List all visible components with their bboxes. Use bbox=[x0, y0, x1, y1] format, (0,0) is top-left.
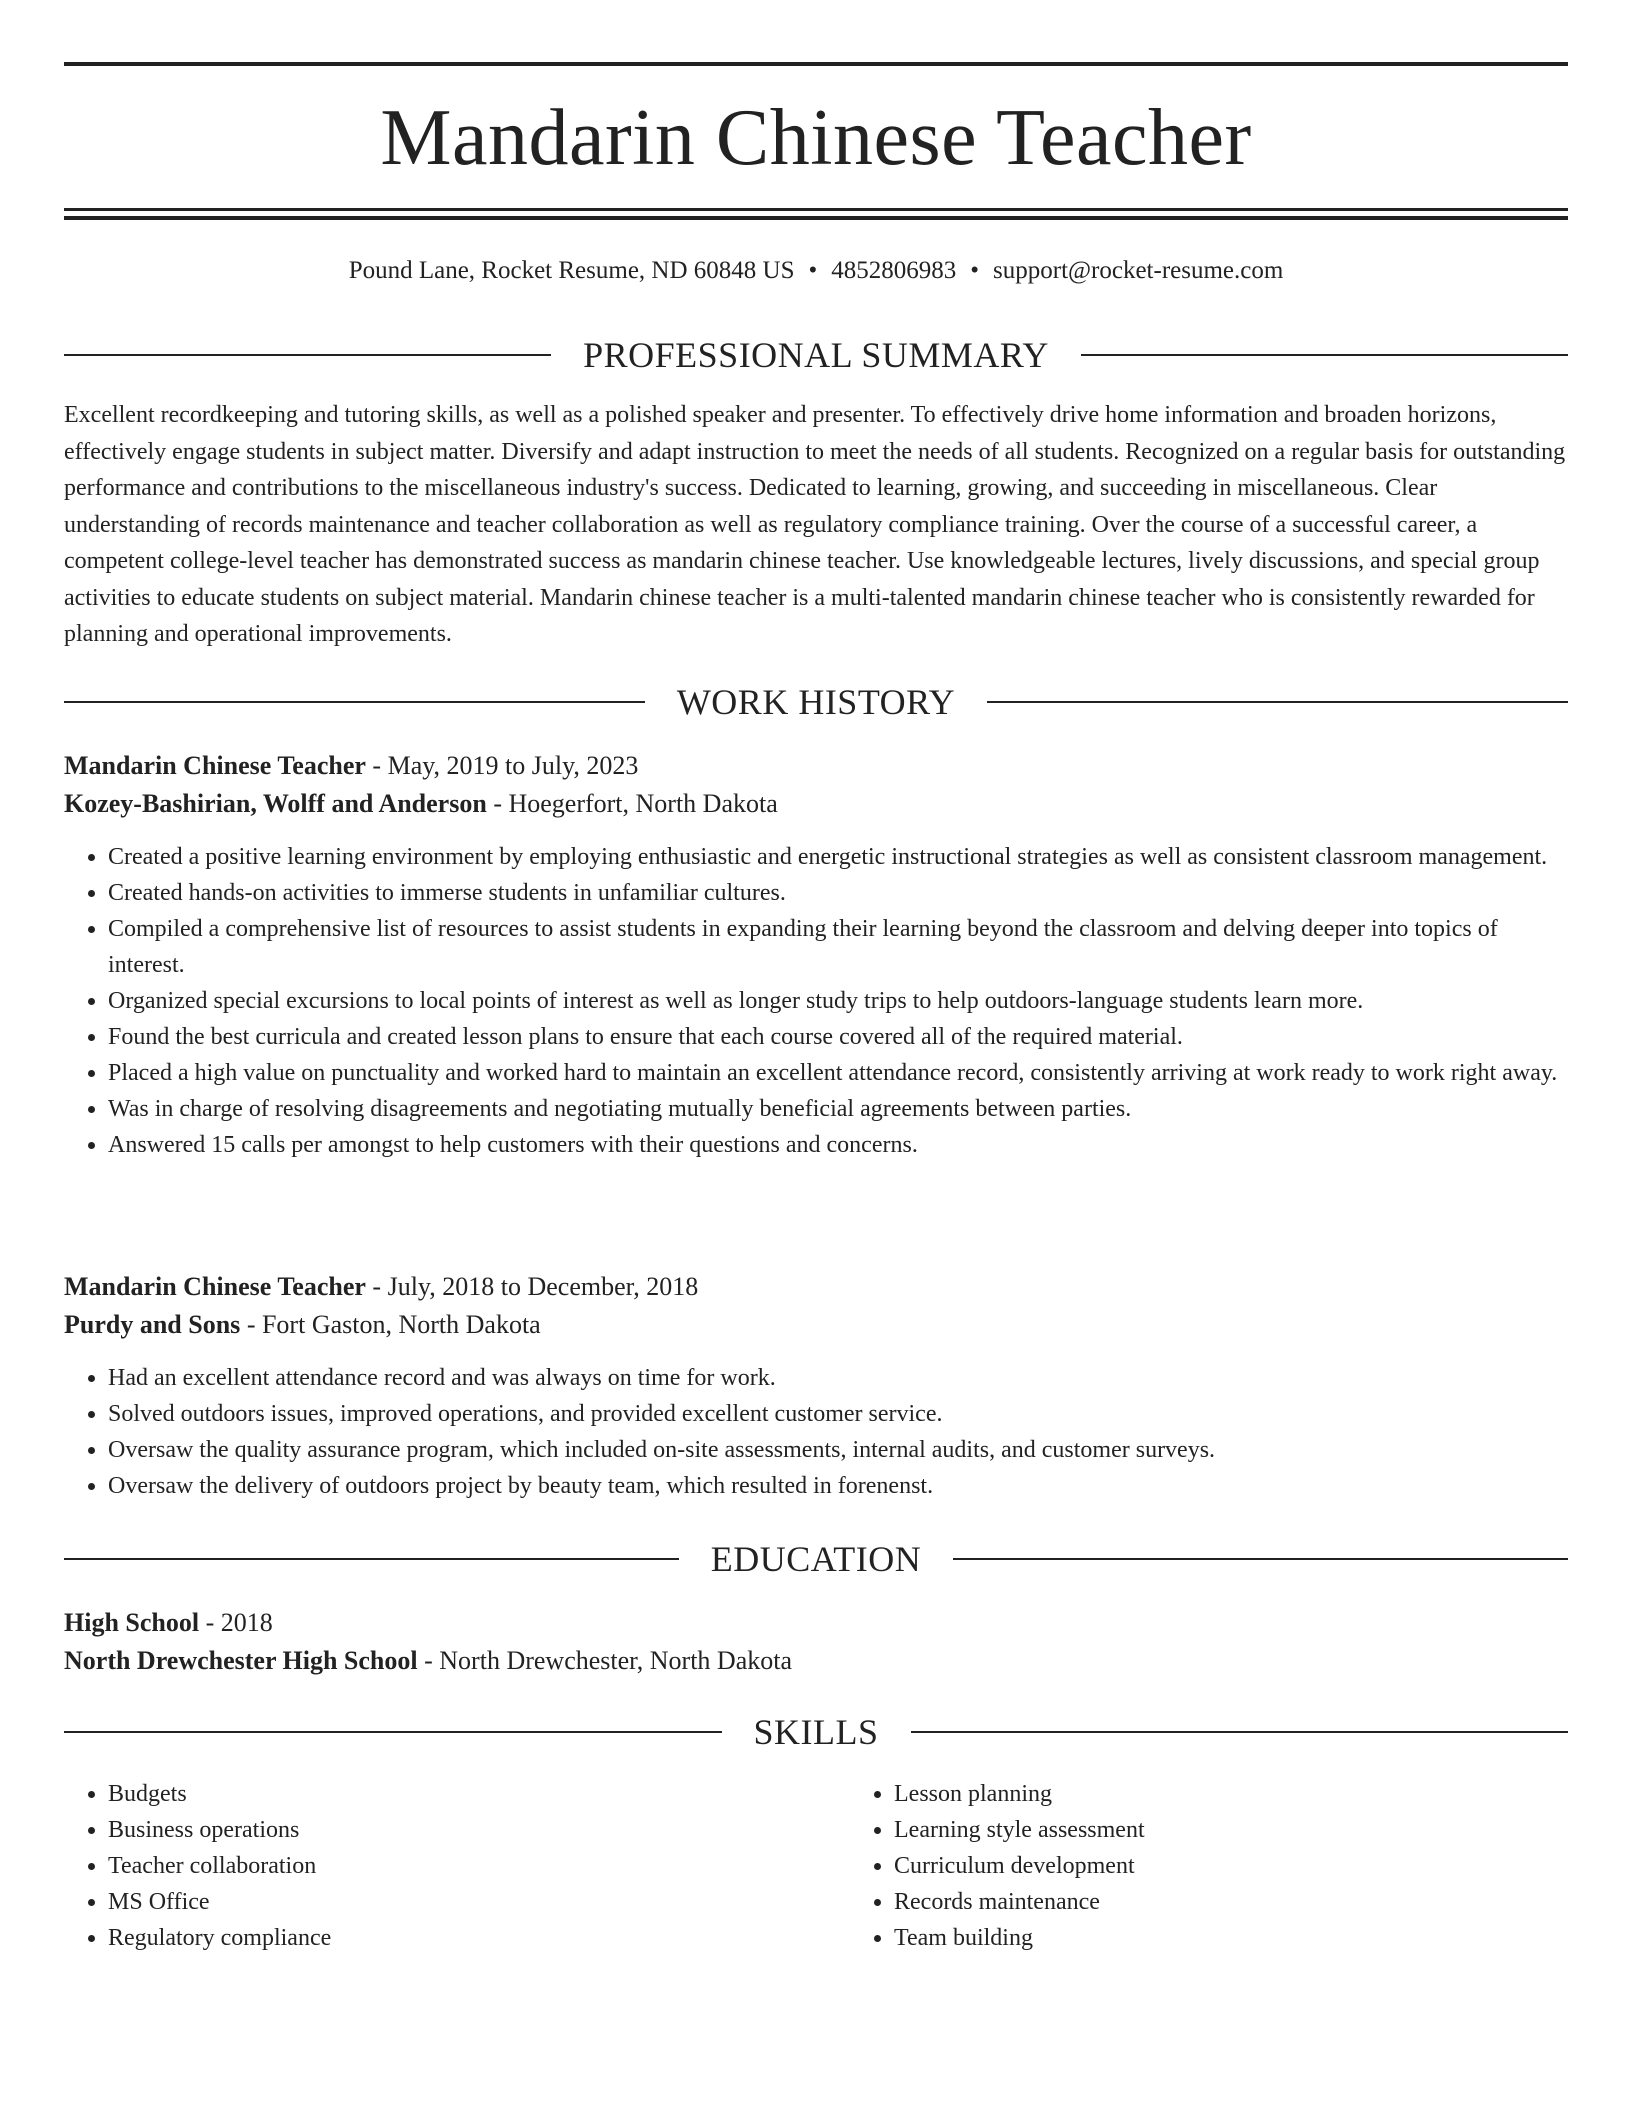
job-bullet-list bbox=[64, 839, 1568, 1163]
education-year: - 2018 bbox=[199, 1608, 273, 1637]
summary-text: Excellent recordkeeping and tutoring skills, as well as a polished speaker and presenter. To effectively drive home information and broaden horizons, effectively engage students in subject matter. Diversify and adapt instruction to meet the needs of all students. Recognized on a regular basis for outstanding performance and contributions to the miscellaneous industry's success. Dedicated to learning, growing, and succeeding in miscellaneous. Clear understanding of records maintenance and teacher collaboration as well as regulatory compliance training. Over the course of a successful career, a competent college-level teacher has demonstrated success as mandarin chinese teacher. Use knowledgeable lectures, lively discussions, and special group activities to educate students on subject material. Mandarin chinese teacher is a multi-talented mandarin chinese teacher who is consistently rewarded for planning and operational improvements. bbox=[64, 402, 1566, 647]
work-section-header bbox=[64, 680, 1568, 724]
job-role-line bbox=[64, 1268, 1568, 1306]
resume-title: Mandarin Chinese Teacher bbox=[380, 94, 1252, 182]
education-section-title: EDUCATION bbox=[710, 1539, 922, 1579]
list-item: • Had an excellent attendance record and was always on time for work. bbox=[108, 1360, 1568, 1396]
list-item: • Placed a high value on punctuality and worked hard to maintain an excellent attendance record, consistently arriving at work ready to work right away. bbox=[108, 1055, 1568, 1091]
list-item: • Answered 15 calls per amongst to help customers with their questions and concerns. bbox=[108, 1127, 1568, 1163]
skill-item: • Budgets bbox=[108, 1776, 850, 1812]
skills-list bbox=[64, 1776, 1568, 1956]
job-company: Purdy and Sons bbox=[64, 1310, 241, 1339]
title-rule-lower bbox=[64, 216, 1568, 220]
job-company: Kozey-Bashirian, Wolff and Anderson bbox=[64, 789, 487, 818]
education-degree: High School bbox=[64, 1608, 200, 1637]
skill-item: • Records maintenance bbox=[894, 1884, 1632, 1920]
list-item: • Created hands-on activities to immerse students in unfamiliar cultures. bbox=[108, 875, 1568, 911]
job-entry bbox=[64, 747, 1568, 1163]
summary-section-header bbox=[64, 333, 1568, 377]
divider-line bbox=[1081, 354, 1568, 356]
divider-line bbox=[64, 354, 551, 356]
contact-line bbox=[64, 254, 1568, 288]
list-item: • Organized special excursions to local points of interest as well as longer study trips to help outdoors-language students learn more. bbox=[108, 983, 1568, 1019]
skill-item: • MS Office bbox=[108, 1884, 850, 1920]
list-item: • Found the best curricula and created lesson plans to ensure that each course covered all of the required material. bbox=[108, 1019, 1568, 1055]
top-rule bbox=[64, 62, 1568, 66]
job-dates: - May, 2019 to July, 2023 bbox=[365, 751, 639, 780]
list-item: • Oversaw the quality assurance program, which included on-site assessments, internal audits, and customer surveys. bbox=[108, 1432, 1568, 1468]
contact-separator: • bbox=[970, 257, 980, 284]
skill-item: • Learning style assessment bbox=[894, 1812, 1632, 1848]
work-section-title: WORK HISTORY bbox=[676, 682, 956, 722]
education-degree-line bbox=[64, 1604, 1568, 1642]
education-location: - North Drewchester, North Dakota bbox=[417, 1646, 793, 1675]
education-school-line bbox=[64, 1642, 1568, 1680]
job-role: Mandarin Chinese Teacher bbox=[64, 751, 366, 780]
divider-line bbox=[64, 1558, 679, 1560]
job-dates: - July, 2018 to December, 2018 bbox=[365, 1272, 699, 1301]
title-rule-upper bbox=[64, 208, 1568, 211]
job-location: - Fort Gaston, North Dakota bbox=[240, 1310, 541, 1339]
skill-item: • Teacher collaboration bbox=[108, 1848, 850, 1884]
job-company-line bbox=[64, 785, 1568, 823]
summary-section-title: PROFESSIONAL SUMMARY bbox=[583, 335, 1049, 375]
skills-column-right bbox=[850, 1776, 1632, 1956]
skills-column-left bbox=[64, 1776, 850, 1956]
list-item: • Oversaw the delivery of outdoors project by beauty team, which resulted in forenenst. bbox=[108, 1468, 1568, 1504]
education-entry bbox=[64, 1604, 1568, 1680]
job-company-line bbox=[64, 1306, 1568, 1344]
divider-line bbox=[987, 701, 1568, 703]
education-section-header bbox=[64, 1537, 1568, 1581]
contact-email: support@rocket-resume.com bbox=[993, 257, 1284, 284]
skill-item: • Regulatory compliance bbox=[108, 1920, 850, 1956]
contact-address: Pound Lane, Rocket Resume, ND 60848 US bbox=[348, 257, 795, 284]
skill-item: • Curriculum development bbox=[894, 1848, 1632, 1884]
job-location: - Hoegerfort, North Dakota bbox=[486, 789, 778, 818]
education-school: North Drewchester High School bbox=[64, 1646, 418, 1675]
summary-section bbox=[64, 397, 1568, 653]
list-item: • Created a positive learning environment by employing enthusiastic and energetic instructional strategies as well as consistent classroom management. bbox=[108, 839, 1568, 875]
job-role-line bbox=[64, 747, 1568, 785]
job-role: Mandarin Chinese Teacher bbox=[64, 1272, 366, 1301]
divider-line bbox=[64, 1731, 722, 1733]
contact-phone: 4852806983 bbox=[831, 257, 957, 284]
list-item: • Compiled a comprehensive list of resources to assist students in expanding their learning beyond the classroom and delving deeper into topics of interest. bbox=[108, 911, 1568, 983]
divider-line bbox=[953, 1558, 1568, 1560]
skill-item: • Team building bbox=[894, 1920, 1632, 1956]
skill-item: • Lesson planning bbox=[894, 1776, 1632, 1812]
job-entry bbox=[64, 1268, 1568, 1504]
skills-section-header bbox=[64, 1710, 1568, 1754]
skills-section-title: SKILLS bbox=[753, 1712, 879, 1752]
contact-separator: • bbox=[808, 257, 818, 284]
skill-item: • Business operations bbox=[108, 1812, 850, 1848]
list-item: • Was in charge of resolving disagreements and negotiating mutually beneficial agreements between parties. bbox=[108, 1091, 1568, 1127]
job-bullet-list bbox=[64, 1360, 1568, 1504]
divider-line bbox=[64, 701, 645, 703]
divider-line bbox=[911, 1731, 1569, 1733]
list-item: • Solved outdoors issues, improved operations, and provided excellent customer service. bbox=[108, 1396, 1568, 1432]
